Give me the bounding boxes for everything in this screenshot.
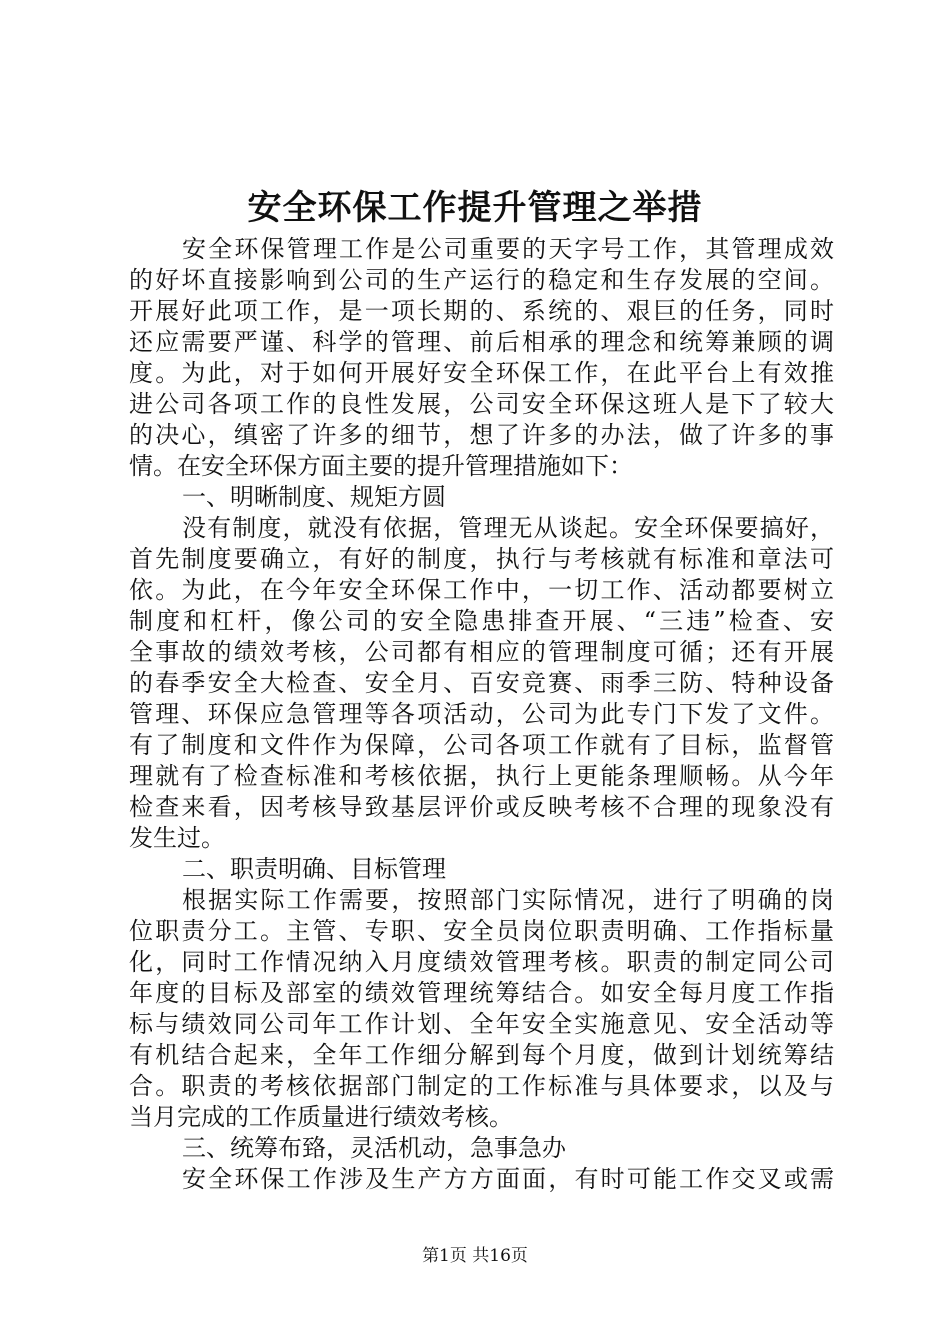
document-body	[129, 234, 834, 1195]
text-line: 有机结合起来，全年工作细分解到每个月度，做到计划统筹结	[129, 1041, 834, 1069]
text-line: 标与绩效同公司年工作计划、全年安全实施意见、安全活动等	[129, 1010, 834, 1038]
text-line: 发生过。	[129, 824, 225, 852]
text-line: 的春季安全大检查、安全月、百安竞赛、雨季三防、特种设备	[129, 669, 834, 697]
text-line: 理就有了检查标准和考核依据，执行上更能条理顺畅。从今年	[129, 762, 834, 790]
text-line: 位职责分工。主管、专职、安全员岗位职责明确、工作指标量	[129, 917, 834, 945]
document-title: 安全环保工作提升管理之举措	[247, 188, 703, 228]
text-line: 的决心，缜密了许多的细节，想了许多的办法，做了许多的事	[129, 421, 834, 449]
text-line: 年度的目标及部室的绩效管理统筹结合。如安全每月度工作指	[129, 979, 834, 1007]
text-line: 安全环保工作涉及生产方方面面，有时可能工作交叉或需	[182, 1165, 834, 1193]
text-line: 的好坏直接影响到公司的生产运行的稳定和生存发展的空间。	[129, 266, 834, 294]
text-line: 三、统筹布臵，灵活机动，急事急办	[182, 1134, 566, 1162]
text-line: 度。为此，对于如何开展好安全环保工作，在此平台上有效推	[129, 359, 834, 387]
text-line: 当月完成的工作质量进行绩效考核。	[129, 1103, 513, 1131]
text-line: 一、明晰制度、规矩方圆	[182, 483, 446, 511]
text-line: 有了制度和文件作为保障，公司各项工作就有了目标，监督管	[129, 731, 834, 759]
text-line: 二、职责明确、目标管理	[182, 855, 446, 883]
text-line: 合。职责的考核依据部门制定的工作标准与具体要求，以及与	[129, 1072, 834, 1100]
text-line: 检查来看，因考核导致基层评价或反映考核不合理的现象没有	[129, 793, 834, 821]
page-footer: 第1页 共16页	[422, 1246, 528, 1266]
text-line: 情。在安全环保方面主要的提升管理措施如下：	[129, 452, 633, 480]
text-line: 还应需要严谨、科学的管理、前后相承的理念和统筹兼顾的调	[129, 328, 834, 356]
text-line: 化，同时工作情况纳入月度绩效管理考核。职责的制定同公司	[129, 948, 834, 976]
text-line: 制度和杠杆，像公司的安全隐患排查开展、“三违”检查、安	[129, 607, 834, 635]
text-line: 管理、环保应急管理等各项活动，公司为此专门下发了文件。	[129, 700, 834, 728]
text-line: 首先制度要确立，有好的制度，执行与考核就有标准和章法可	[129, 545, 834, 573]
text-line: 没有制度，就没有依据，管理无从谈起。安全环保要搞好，	[182, 514, 834, 542]
text-line: 安全环保管理工作是公司重要的天字号工作，其管理成效	[182, 235, 834, 263]
text-line: 根据实际工作需要，按照部门实际情况，进行了明确的岗	[182, 886, 834, 914]
text-line: 全事故的绩效考核，公司都有相应的管理制度可循；还有开展	[129, 638, 834, 666]
text-line: 开展好此项工作，是一项长期的、系统的、艰巨的任务，同时	[129, 297, 834, 325]
text-line: 依。为此，在今年安全环保工作中，一切工作、活动都要树立	[129, 576, 834, 604]
text-line: 进公司各项工作的良性发展，公司安全环保这班人是下了较大	[129, 390, 834, 418]
